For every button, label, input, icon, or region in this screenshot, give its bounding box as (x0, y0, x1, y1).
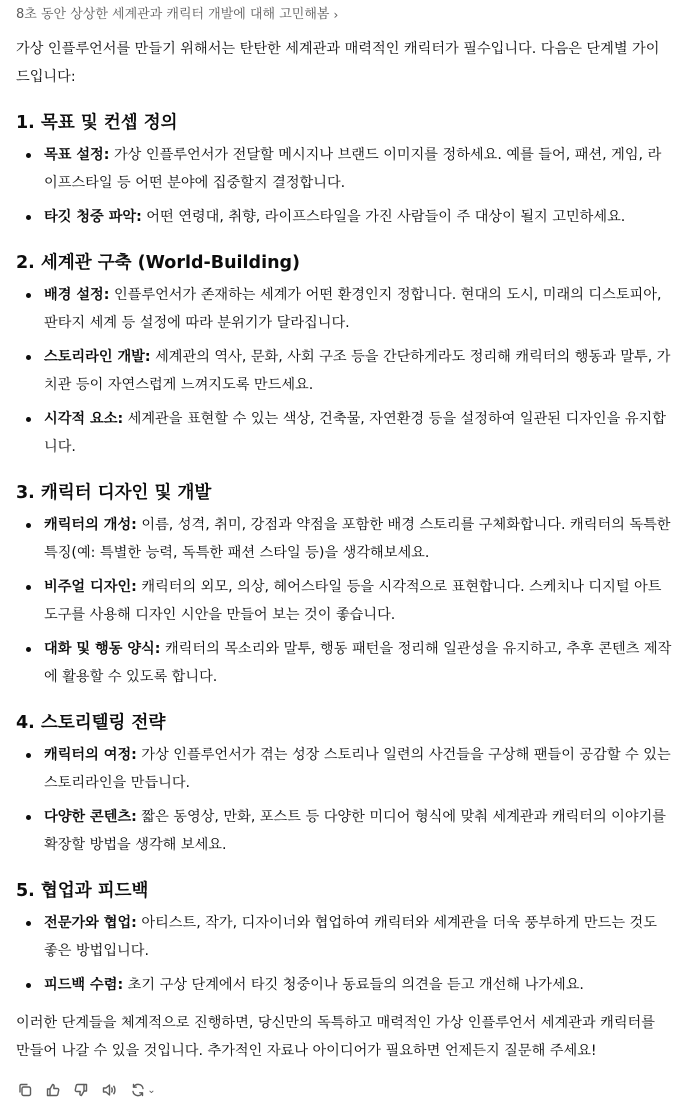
list-item-term: 전문가와 협업: (44, 915, 137, 931)
list-item-term: 캐릭터의 개성: (44, 517, 137, 533)
read-aloud-button[interactable] (100, 1081, 118, 1099)
list-item (16, 971, 672, 999)
list-item (16, 203, 672, 231)
section-heading: 5. 협업과 피드백 (16, 881, 149, 901)
list-item (16, 803, 672, 859)
list-item-term: 배경 설정: (44, 287, 110, 303)
chevron-right-icon: › (333, 8, 339, 22)
list-item (16, 405, 672, 461)
list-item-term: 캐릭터의 여정: (44, 747, 137, 763)
list-item (16, 281, 672, 337)
intro-paragraph: 가상 인플루언서를 만들기 위해서는 탄탄한 세계관과 매력적인 캐릭터가 필수입니다. 다음은 단계별 가이드입니다: (16, 41, 660, 85)
list-item-term: 타깃 청중 파악: (44, 209, 142, 225)
section-heading: 3. 캐릭터 디자인 및 개발 (16, 483, 212, 503)
list-item-text: 이름, 성격, 취미, 강점과 약점을 포함한 배경 스토리를 구체화합니다. 캐릭터의 독특한 특징(예: 특별한 능력, 독특한 패션 스타일 등)을 생각해보세요. (44, 517, 671, 561)
read-aloud-icon (101, 1082, 117, 1098)
section-heading: 4. 스토리텔링 전략 (16, 713, 166, 733)
thumbs-up-button[interactable] (44, 1081, 62, 1099)
list-item (16, 635, 672, 691)
list-item-text: 초기 구상 단계에서 타깃 청중이나 동료들의 의견을 듣고 개선해 나가세요. (123, 977, 584, 993)
list-item-term: 피드백 수렴: (44, 977, 124, 993)
list-item-term: 대화 및 행동 양식: (44, 641, 161, 657)
list-item (16, 511, 672, 567)
list-item-text: 가상 인플루언서가 겪는 성장 스토리나 일련의 사건들을 구상해 팬들이 공감할 수 있는 스토리라인을 만듭니다. (44, 747, 671, 791)
copy-icon (17, 1082, 33, 1098)
regenerate-icon (130, 1082, 146, 1098)
list-item (16, 573, 672, 629)
list-item-term: 비주얼 디자인: (44, 579, 137, 595)
regenerate-button[interactable] (128, 1081, 158, 1099)
list-item-text: 가상 인플루언서가 전달할 메시지나 브랜드 이미지를 정하세요. 예를 들어, 패션, 게임, 라이프스타일 등 어떤 분야에 집중할지 결정합니다. (44, 147, 662, 191)
list-item-text: 짧은 동영상, 만화, 포스트 등 다양한 미디어 형식에 맞춰 세계관과 캐릭터의 이야기를 확장할 방법을 생각해 보세요. (44, 809, 666, 853)
outro-paragraph: 이러한 단계들을 체계적으로 진행하면, 당신만의 독특하고 매력적인 가상 인플루언서 세계관과 캐릭터를 만들어 나갈 수 있을 것입니다. 추가적인 자료나 아이디어가 필요하면 언제든지 질문해 주세요! (16, 1015, 655, 1059)
guide-sections (16, 110, 672, 999)
section-list (16, 511, 672, 691)
list-item (16, 343, 672, 399)
chevron-down-icon: ⌄ (147, 1084, 156, 1096)
list-item-text: 세계관을 표현할 수 있는 색상, 건축물, 자연환경 등을 설정하여 일관된 디자인을 유지합니다. (44, 411, 666, 455)
list-item-text: 캐릭터의 외모, 의상, 헤어스타일 등을 시각적으로 표현합니다. 스케치나 디지털 아트 도구를 사용해 디자인 시안을 만들어 보는 것이 좋습니다. (44, 579, 662, 623)
list-item-text: 세계관의 역사, 문화, 사회 구조 등을 간단하게라도 정리해 캐릭터의 행동과 말투, 가치관 등이 자연스럽게 느껴지도록 만드세요. (44, 349, 671, 393)
list-item (16, 909, 672, 965)
thought-summary-label: 8초 동안 상상한 세계관과 캐릭터 개발에 대해 고민해봄 (16, 7, 330, 22)
list-item-text: 캐릭터의 목소리와 말투, 행동 패턴을 정리해 일관성을 유지하고, 추후 콘텐츠 제작에 활용할 수 있도록 합니다. (44, 641, 672, 685)
section-list (16, 141, 672, 231)
list-item-text: 아티스트, 작가, 디자이너와 협업하여 캐릭터와 세계관을 더욱 풍부하게 만드는 것도 좋은 방법입니다. (44, 915, 657, 959)
thumbs-down-button[interactable] (72, 1081, 90, 1099)
list-item-text: 인플루언서가 존재하는 세계가 어떤 환경인지 정합니다. 현대의 도시, 미래의 디스토피아, 판타지 세계 등 설정에 따라 분위기가 달라집니다. (44, 287, 662, 331)
list-item (16, 741, 672, 797)
section-list (16, 741, 672, 859)
list-item-term: 스토리라인 개발: (44, 349, 151, 365)
section-heading: 2. 세계관 구축 (World-Building) (16, 253, 301, 273)
thumbs-up-icon (45, 1082, 61, 1098)
copy-button[interactable] (16, 1081, 34, 1099)
thought-summary-toggle[interactable] (16, 6, 672, 24)
list-item-term: 목표 설정: (44, 147, 110, 163)
section-list (16, 281, 672, 461)
thumbs-down-icon (73, 1082, 89, 1098)
list-item-text: 어떤 연령대, 취향, 라이프스타일을 가진 사람들이 주 대상이 될지 고민하세요. (141, 209, 626, 225)
section-heading: 1. 목표 및 컨셉 정의 (16, 113, 178, 133)
list-item-term: 다양한 콘텐츠: (44, 809, 137, 825)
section-list (16, 909, 672, 999)
list-item (16, 141, 672, 197)
list-item-term: 시각적 요소: (44, 411, 124, 427)
message-actions (16, 1079, 672, 1101)
